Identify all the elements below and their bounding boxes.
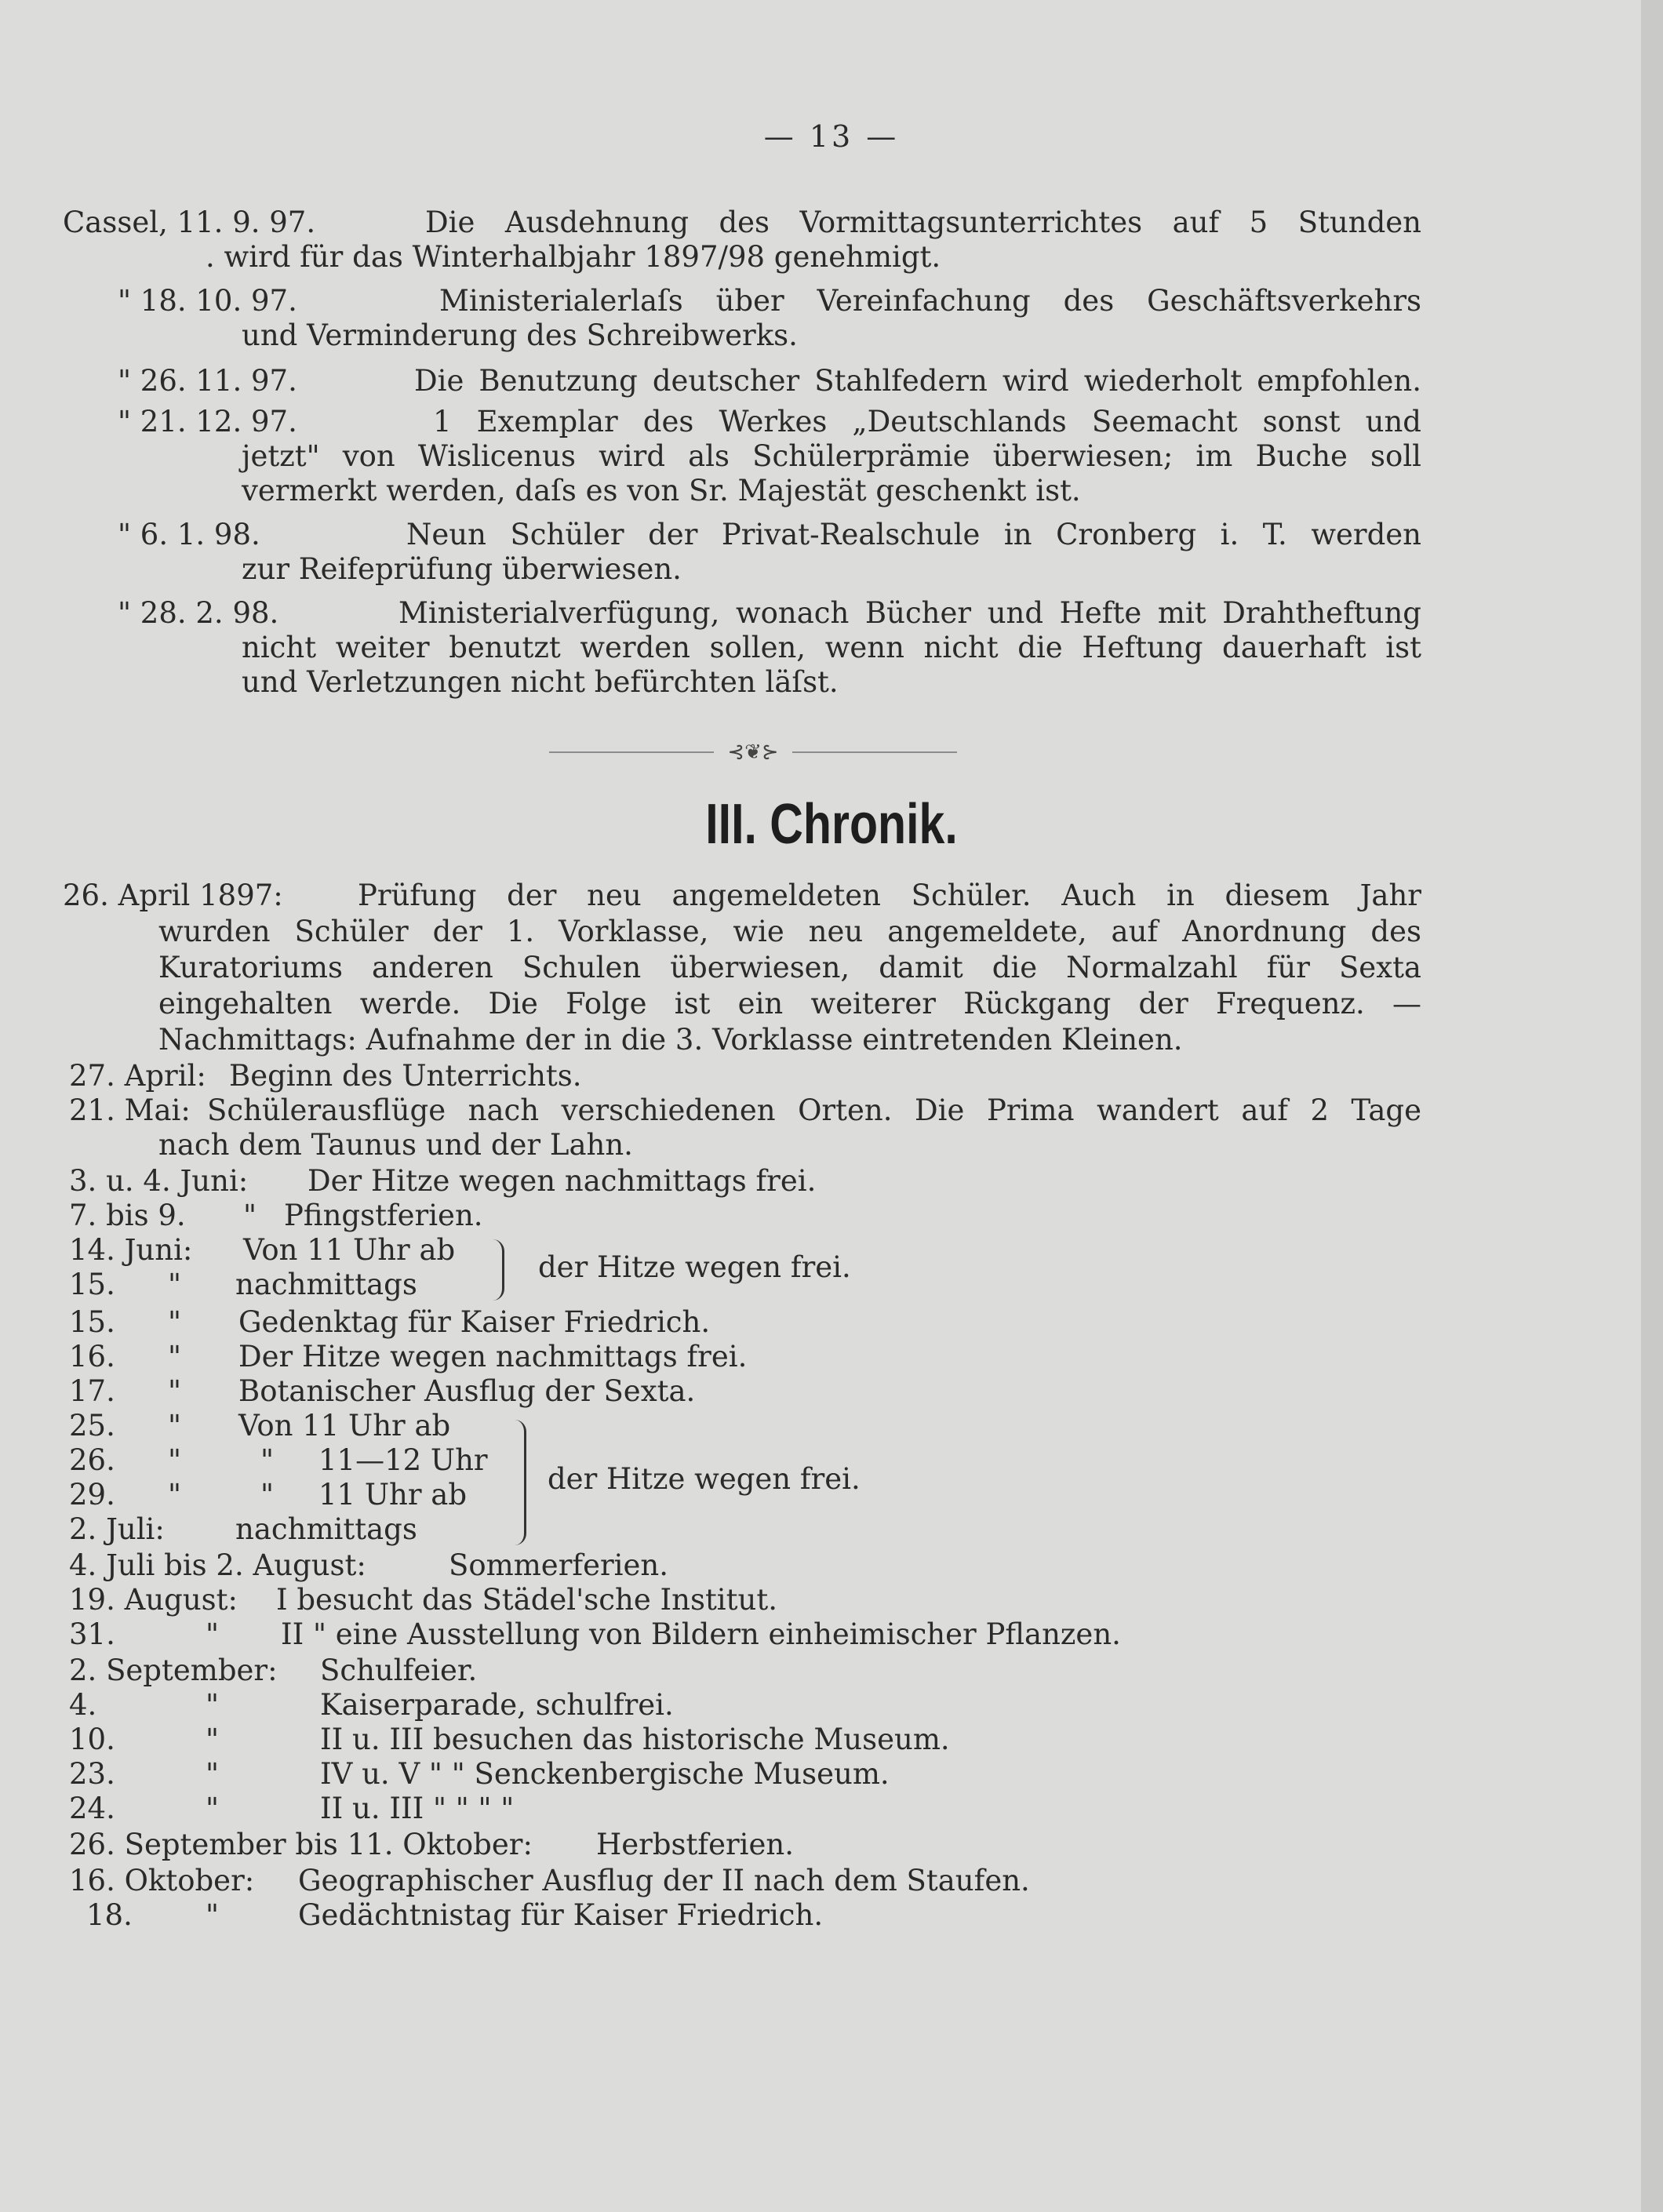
ditto-mark: "	[260, 1443, 275, 1477]
chronik-date: 31.	[69, 1617, 115, 1651]
ditto-mark: "	[260, 1478, 275, 1512]
chronik-text: Schülerausflüge nach verschiedenen Orten. Die Prima wandert auf 2 Tage	[207, 1093, 1421, 1127]
decree-date: " 18. 10. 97.	[118, 284, 297, 318]
chronik-text: Botanischer Ausflug der Sexta.	[238, 1374, 696, 1408]
chronik-text: nach dem Taunus und der Lahn.	[158, 1128, 633, 1162]
chronik-text: Von 11 Uhr ab	[238, 1409, 451, 1443]
chronik-text: eingehalten werde. Die Folge ist ein weiterer Rückgang der Frequenz. —	[158, 987, 1421, 1021]
decree-text: Ministerialverfügung, wonach Bücher und Hefte mit Drahtheftung	[398, 596, 1421, 630]
chronik-text: Prüfung der neu angemeldeten Schüler. Auch in diesem Jahr	[358, 879, 1421, 912]
chronik-text: I besucht das Städel'sche Institut.	[276, 1583, 777, 1617]
divider-ornament: ⊰❦⊱	[714, 739, 792, 766]
ditto-mark: "	[168, 1305, 182, 1339]
chronik-text: Pfingstferien.	[284, 1199, 483, 1232]
decree-date: " 28. 2. 98.	[118, 596, 279, 630]
ditto-mark: "	[206, 1898, 220, 1932]
chronik-date: 23.	[69, 1757, 115, 1791]
chronik-date: 15.	[69, 1268, 115, 1301]
chronik-text: 11 Uhr ab	[318, 1478, 468, 1512]
ditto-mark: "	[168, 1478, 182, 1512]
chronik-text: Beginn des Unterrichts.	[229, 1059, 582, 1093]
chronik-date: 26. April 1897:	[63, 879, 283, 912]
ditto-mark: "	[168, 1268, 182, 1301]
decree-text: und Verminderung des Schreibwerks.	[242, 318, 798, 352]
chronik-date: 10.	[69, 1723, 115, 1756]
chronik-date: 21. Mai:	[69, 1093, 191, 1127]
group-note: der Hitze wegen frei.	[538, 1250, 851, 1284]
chronik-date: 4. Juli bis 2. August:	[69, 1548, 366, 1582]
decree-date: " 26. 11. 97.	[118, 364, 297, 398]
chronik-date: 17.	[69, 1374, 115, 1408]
chronik-text: II u. III besuchen das historische Museum.	[320, 1723, 950, 1756]
decree-text: jetzt" von Wislicenus wird als Schülerprämie überwiesen; im Buche soll	[242, 439, 1421, 473]
chronik-text: Von 11 Uhr ab	[243, 1233, 456, 1267]
page-edge	[1641, 0, 1663, 2212]
chronik-date: 26.	[69, 1443, 115, 1477]
brace	[515, 1420, 526, 1545]
decree-text: zur Reifeprüfung überwiesen.	[242, 552, 682, 586]
decree-date: Cassel, 11. 9. 97.	[63, 206, 316, 239]
chronik-text: II u. III " " " "	[320, 1792, 515, 1825]
decree-text: . wird für das Winterhalbjahr 1897/98 genehmigt.	[206, 240, 941, 274]
chronik-text: Herbstferien.	[596, 1828, 794, 1861]
chronik-date: 3. u. 4. Juni:	[69, 1164, 249, 1198]
chronik-text: Schulfeier.	[320, 1654, 478, 1687]
chronik-text: IV u. V " " Senckenbergische Museum.	[320, 1757, 890, 1791]
ditto-mark: "	[206, 1792, 220, 1825]
decree-text: nicht weiter benutzt werden sollen, wenn nicht die Heftung dauerhaft ist	[242, 631, 1421, 664]
chronik-date: 4.	[69, 1688, 97, 1722]
chronik-text: Gedächtnistag für Kaiser Friedrich.	[298, 1898, 824, 1932]
chronik-date: 24.	[69, 1792, 115, 1825]
ditto-mark: "	[168, 1443, 182, 1477]
chronik-date: 7. bis 9.	[69, 1199, 186, 1232]
decree-text: Neun Schüler der Privat-Realschule in Cronberg i. T. werden	[406, 518, 1421, 551]
decree-text: 1 Exemplar des Werkes „Deutschlands Seemacht sonst und	[433, 405, 1421, 438]
chronik-date: 14. Juni:	[69, 1233, 193, 1267]
ditto-mark: "	[206, 1617, 220, 1651]
decree-text: und Verletzungen nicht befürchten läſst.	[242, 665, 839, 699]
ditto-mark: "	[206, 1723, 220, 1756]
chronik-date: 2. September:	[69, 1654, 278, 1687]
chronik-date: 16.	[69, 1340, 115, 1373]
ditto-mark: "	[243, 1199, 257, 1232]
chronik-text: Kaiserparade, schulfrei.	[320, 1688, 674, 1722]
chronik-date: 18.	[86, 1898, 133, 1932]
chronik-date: 15.	[69, 1305, 115, 1339]
ditto-mark: "	[168, 1409, 182, 1443]
chronik-text: Der Hitze wegen nachmittags frei.	[238, 1340, 748, 1373]
ditto-mark: "	[206, 1688, 220, 1722]
chronik-text: wurden Schüler der 1. Vorklasse, wie neu angemeldete, auf Anordnung des	[158, 915, 1421, 948]
brace	[493, 1239, 504, 1301]
group-note: der Hitze wegen frei.	[548, 1462, 861, 1496]
decree-date: " 21. 12. 97.	[118, 405, 297, 438]
chronik-text: Kuratoriums anderen Schulen überwiesen, damit die Normalzahl für Sexta	[158, 951, 1421, 984]
chronik-date: 16. Oktober:	[69, 1864, 255, 1897]
decree-date: " 6. 1. 98.	[118, 518, 260, 551]
decree-text: Die Benutzung deutscher Stahlfedern wird wiederholt empfohlen.	[414, 364, 1421, 398]
ditto-mark: "	[168, 1340, 182, 1373]
ditto-mark: "	[168, 1374, 182, 1408]
chronik-date: 19. August:	[69, 1583, 238, 1617]
chronik-text: Der Hitze wegen nachmittags frei.	[307, 1164, 817, 1198]
chronik-heading: III. Chronik.	[705, 793, 958, 856]
chronik-date: 26. September bis 11. Oktober:	[69, 1828, 533, 1861]
chronik-date: 25.	[69, 1409, 115, 1443]
chronik-text: Geographischer Ausflug der II nach dem Staufen.	[298, 1864, 1030, 1897]
decree-text: Ministerialerlaſs über Vereinfachung des Geschäftsverkehrs	[439, 284, 1421, 318]
decree-text: vermerkt werden, daſs es von Sr. Majestät geschenkt ist.	[242, 474, 1081, 508]
chronik-date: 27. April:	[69, 1059, 206, 1093]
chronik-text: Sommerferien.	[449, 1548, 668, 1582]
chronik-text: nachmittags	[235, 1512, 417, 1546]
chronik-text: Gedenktag für Kaiser Friedrich.	[238, 1305, 711, 1339]
chronik-text: II " eine Ausstellung von Bildern einheimischer Pflanzen.	[281, 1617, 1121, 1651]
chronik-text: Nachmittags: Aufnahme der in die 3. Vorklasse eintretenden Kleinen.	[158, 1023, 1183, 1057]
chronik-date: 29.	[69, 1478, 115, 1512]
ditto-mark: "	[206, 1757, 220, 1791]
chronik-date: 2. Juli:	[69, 1512, 165, 1546]
chronik-text: 11—12 Uhr	[318, 1443, 488, 1477]
decree-text: Die Ausdehnung des Vormittagsunterrichtes auf 5 Stunden	[425, 206, 1421, 239]
page-number: — 13 —	[763, 119, 900, 154]
chronik-text: nachmittags	[235, 1268, 417, 1301]
